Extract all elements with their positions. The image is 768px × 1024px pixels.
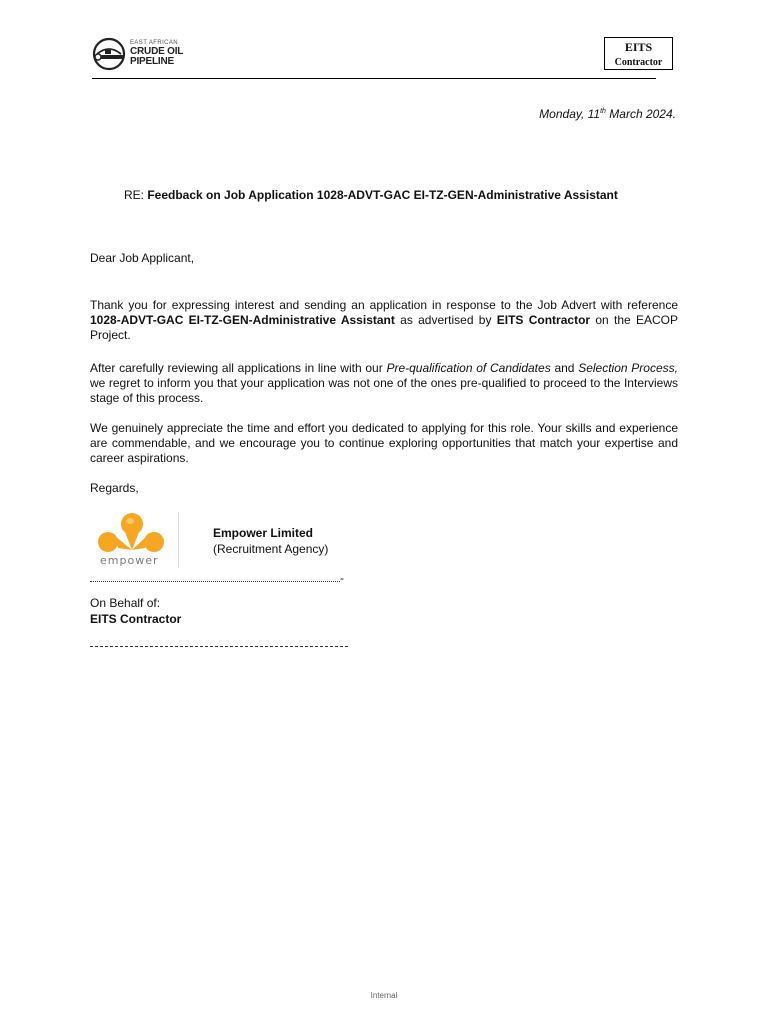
logo-text-line2: CRUDE OIL xyxy=(130,46,184,57)
job-reference: 1028-ADVT-GAC EI-TZ-GEN-Administrative Assistant xyxy=(90,313,395,327)
header-divider xyxy=(92,78,656,79)
closing-line xyxy=(90,646,348,647)
logo-divider xyxy=(178,512,179,568)
signature-line xyxy=(90,581,340,582)
closing-regards: Regards, xyxy=(90,481,139,495)
contractor-box-title: EITS xyxy=(624,40,653,54)
eacop-logo xyxy=(92,36,232,72)
contractor-box-subtitle: Contractor xyxy=(614,57,663,68)
p1-text3: on the EACOP Project. xyxy=(90,313,678,342)
paragraph-appreciation: We genuinely appreciate the time and effort you dedicated to applying for this role. Your skills and experience are commendable, and we encourage you to continue exploring opportunities that match your expertise and career aspirations. xyxy=(90,421,678,465)
logo-text-line1: EAST AFRICAN xyxy=(130,40,179,46)
agency-role: (Recruitment Agency) xyxy=(213,542,329,556)
date-ordinal: th xyxy=(600,108,606,115)
subject-text: Feedback on Job Application 1028-ADVT-GAC EI-TZ-GEN-Administrative Assistant xyxy=(147,188,618,202)
p1-text1: Thank you for expressing interest and sending an application in response to the Job Advert with reference xyxy=(90,298,678,312)
pipeline-globe-icon xyxy=(92,36,128,72)
footer-classification: Internal xyxy=(370,991,398,1000)
p2-italic2: Selection Process, xyxy=(578,361,678,375)
empower-petals-icon xyxy=(94,510,174,556)
subject-prefix: RE: xyxy=(124,188,148,202)
signature-dash: - xyxy=(340,571,344,585)
p2-text3: we regret to inform you that your application was not one of the ones pre-qualified to proceed to the Interviews stage of this process. xyxy=(90,376,678,405)
agency-name: Empower Limited xyxy=(213,526,314,540)
salutation: Dear Job Applicant, xyxy=(90,251,195,265)
behalf-label: On Behalf of: xyxy=(90,596,161,610)
empower-logo-text: empower xyxy=(100,554,159,567)
p1-text2: as advertised by xyxy=(394,313,497,327)
date-prefix: Monday, 11 xyxy=(539,107,601,121)
p2-text2: and xyxy=(550,361,579,375)
p2-italic1: Pre-qualification of Candidates xyxy=(386,361,551,375)
subject-line xyxy=(124,188,684,202)
contractor-name: EITS Contractor xyxy=(496,313,591,327)
behalf-name: EITS Contractor xyxy=(90,612,182,626)
date-suffix: March 2024. xyxy=(605,107,676,121)
paragraph-outcome xyxy=(90,361,678,406)
empower-logo xyxy=(94,510,180,570)
letter-date xyxy=(539,107,676,121)
logo-text-line3: PIPELINE xyxy=(130,56,174,67)
contractor-box xyxy=(604,37,673,70)
paragraph-application xyxy=(90,298,678,343)
p2-text1: After carefully reviewing all applications in line with our xyxy=(90,361,387,375)
